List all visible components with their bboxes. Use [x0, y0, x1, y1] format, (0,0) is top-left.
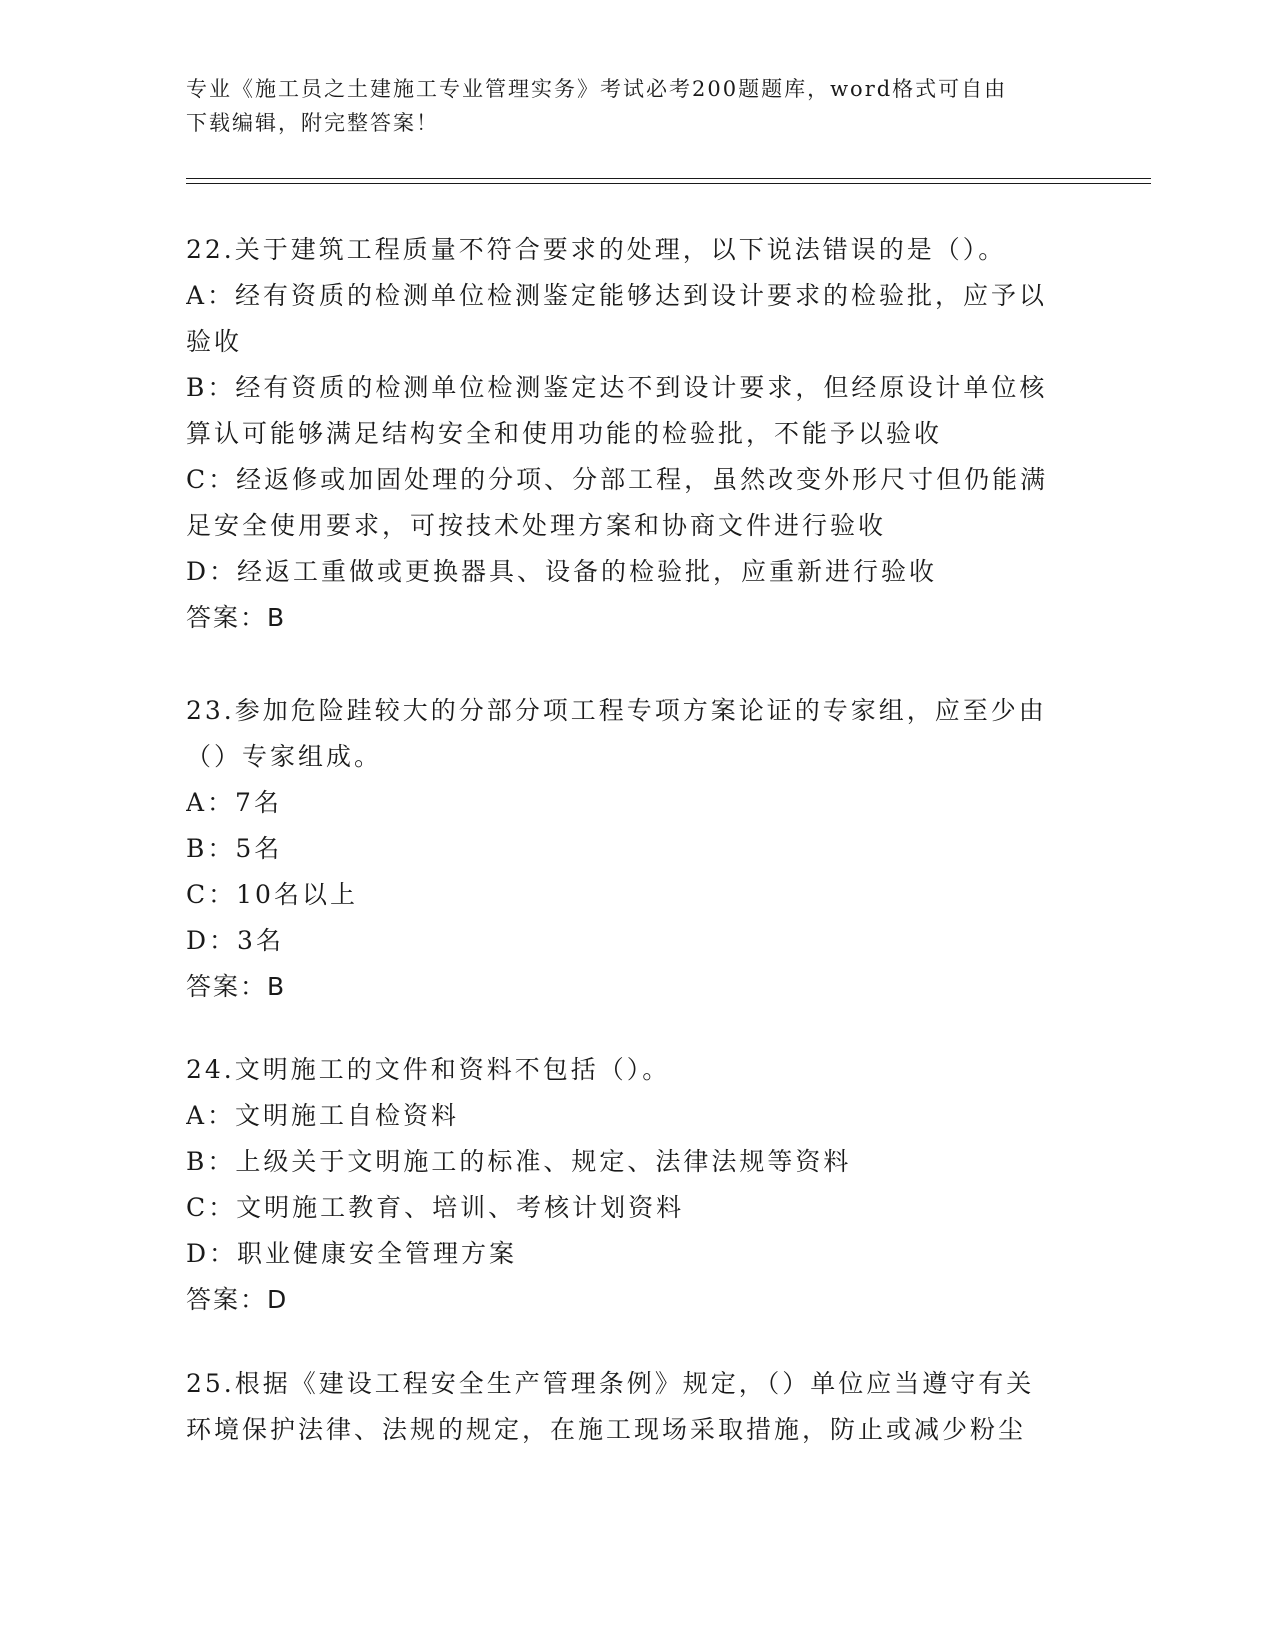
question-25-stem: 25.根据《建设工程安全生产管理条例》规定，（）单位应当遵守有关: [186, 1369, 1035, 1398]
question-24-answer: 答案：D: [186, 1285, 289, 1314]
question-24: [186, 1047, 1086, 1323]
question-23-stem-cont: （）专家组成。: [186, 742, 383, 771]
question-24-option-a: A：文明施工自检资料: [186, 1101, 460, 1130]
question-23-option-a: A：7名: [186, 788, 282, 817]
header-divider-bottom: [186, 183, 1151, 184]
document-header: [186, 72, 1086, 140]
question-23-option-d: D：3名: [186, 926, 284, 955]
question-23-option-c: C：10名以上: [186, 880, 358, 909]
question-25: [186, 1361, 1086, 1453]
question-25-stem-cont: 环境保护法律、法规的规定，在施工现场采取措施，防止或减少粉尘: [186, 1415, 1027, 1444]
question-22-option-a: A：经有资质的检测单位检测鉴定能够达到设计要求的检验批，应予以: [186, 281, 1048, 310]
question-23-option-b: B：5名: [186, 834, 283, 863]
question-22-option-a-cont: 验收: [186, 327, 243, 356]
question-22-option-b-cont: 算认可能够满足结构安全和使用功能的检验批，不能予以验收: [186, 419, 943, 448]
header-line-1: 专业《施工员之土建施工专业管理实务》考试必考200题题库，word格式可自由: [186, 77, 1008, 101]
question-24-option-d: D：职业健康安全管理方案: [186, 1239, 518, 1268]
question-22-option-c: C：经返修或加固处理的分项、分部工程，虽然改变外形尺寸但仍能满: [186, 465, 1049, 494]
question-24-option-b: B：上级关于文明施工的标准、规定、法律法规等资料: [186, 1147, 852, 1176]
question-22: [186, 227, 1086, 641]
question-24-option-c: C：文明施工教育、培训、考核计划资料: [186, 1193, 685, 1222]
question-22-option-c-cont: 足安全使用要求，可按技术处理方案和协商文件进行验收: [186, 511, 887, 540]
question-23-answer: 答案：B: [186, 972, 287, 1001]
header-divider-top: [186, 178, 1151, 179]
question-22-stem: 22.关于建筑工程质量不符合要求的处理，以下说法错误的是（）。: [186, 235, 1007, 264]
question-22-option-d: D：经返工重做或更换器具、设备的检验批，应重新进行验收: [186, 557, 938, 586]
question-23-stem: 23.参加危险跬较大的分部分项工程专项方案论证的专家组，应至少由: [186, 696, 1047, 725]
question-22-answer: 答案：B: [186, 603, 287, 632]
question-24-stem: 24.文明施工的文件和资料不包括（）。: [186, 1055, 671, 1084]
header-line-2: 下载编辑，附完整答案！: [186, 111, 439, 135]
question-22-option-b: B：经有资质的检测单位检测鉴定达不到设计要求，但经原设计单位核: [186, 373, 1048, 402]
question-23: [186, 688, 1086, 1010]
